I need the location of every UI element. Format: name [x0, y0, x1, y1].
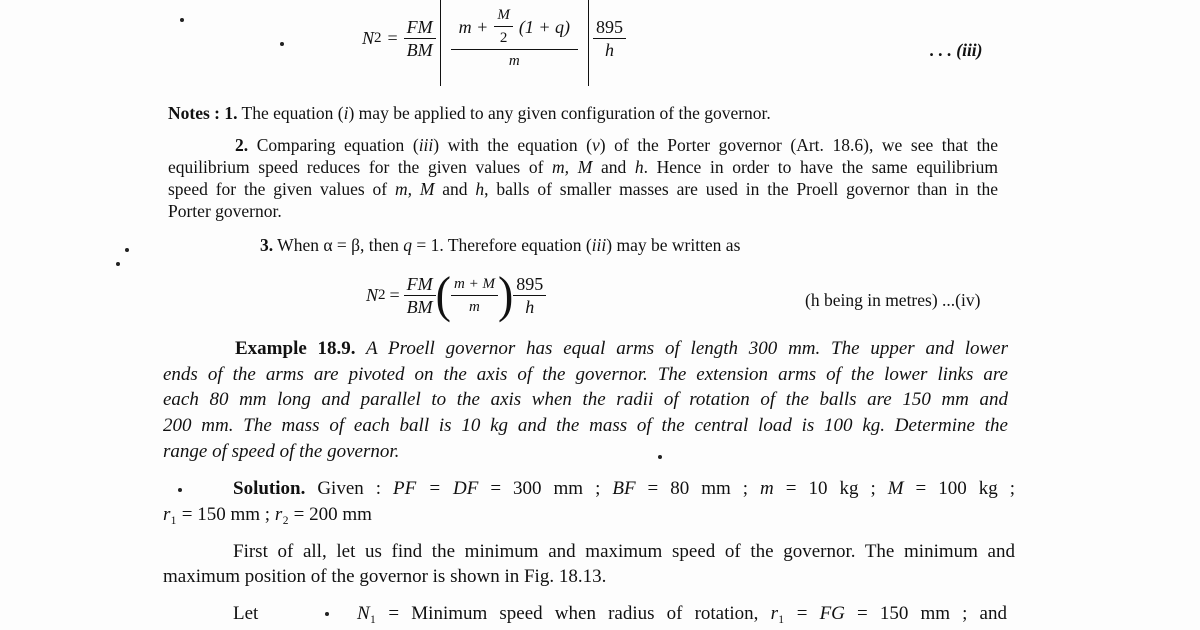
inner-term-q: (1 + q)	[518, 16, 570, 37]
text-segment: range of speed of the governor.	[163, 441, 400, 462]
eq4-fraction-895-h	[513, 273, 546, 318]
text-segment: ₁ =	[777, 603, 820, 624]
text-segment: ) of the Porter governor (Art. 18.6), we see that the	[599, 135, 998, 155]
text-segment: speed for the given values of	[168, 179, 395, 199]
denominator: BM	[406, 39, 433, 60]
eq3-fraction-fm-bm	[404, 16, 436, 61]
text-segment: Comparing equation (	[248, 135, 419, 155]
text-line	[163, 415, 1008, 437]
eq3-sup: 2	[374, 29, 382, 46]
text-segment: When α = β, then	[273, 235, 404, 255]
scan-speck	[178, 488, 182, 492]
denominator: m	[508, 53, 520, 69]
denominator: 2	[499, 30, 508, 46]
numerator: 895	[513, 273, 546, 296]
denominator: h	[604, 39, 614, 60]
eq4-label: (h being in metres) ...(iv)	[805, 290, 981, 310]
text-line	[163, 566, 606, 588]
scan-speck	[280, 42, 284, 46]
text-segment: v	[592, 135, 600, 155]
text-segment: . Hence in order to have the same equilibrium	[643, 157, 998, 177]
text-line	[163, 364, 1008, 386]
text-segment: r	[770, 603, 778, 624]
denominator: BM	[406, 296, 433, 317]
inner-term: m +	[458, 16, 489, 37]
text-segment: m, M	[552, 157, 593, 177]
eq4-fraction-fm-bm	[404, 273, 436, 318]
text-line	[168, 157, 998, 178]
scan-speck	[116, 262, 120, 266]
scan-speck	[125, 248, 129, 252]
numerator: FM	[404, 16, 436, 39]
text-segment: r	[163, 504, 171, 525]
text-line	[168, 103, 771, 124]
numerator: 895	[593, 16, 626, 39]
text-line	[357, 603, 1007, 625]
text-line	[235, 338, 1008, 360]
eq4-sup: 2	[378, 286, 386, 303]
text-segment: ) may be written as	[606, 235, 741, 255]
eq3-lhs: N	[362, 27, 375, 48]
text-line	[260, 235, 740, 256]
text-segment: 2.	[235, 135, 249, 155]
eq4-lhs: N	[366, 284, 379, 305]
right-paren: )	[497, 266, 514, 323]
text-segment: Given :	[305, 478, 394, 499]
text-segment: A Proell governor has equal arms of length 300 mm. The upper and lower	[355, 338, 1008, 359]
m-over-2	[494, 4, 513, 49]
eq3-inner-fraction	[451, 4, 578, 72]
text-line	[235, 135, 998, 156]
text-line	[168, 179, 998, 200]
equation-iv	[366, 266, 546, 323]
left-paren: (	[435, 266, 451, 323]
text-segment: and	[592, 157, 635, 177]
text-segment: , balls of smaller masses are used in the Proell governor than in the	[484, 179, 998, 199]
denominator: h	[525, 296, 535, 317]
text-segment: 200 mm. The mass of each ball is 10 kg and the mass of the central load is 100 kg. Determine the	[163, 415, 1008, 436]
text-segment: ₂ = 200 mm	[282, 504, 372, 525]
text-segment: = 80 mm ;	[635, 478, 761, 499]
text-segment: FG	[819, 603, 845, 624]
eq3-fraction-895-h	[593, 16, 626, 61]
text-segment: h	[634, 157, 644, 177]
equation-iii	[362, 0, 626, 86]
text-segment: = 100 kg ;	[903, 478, 1015, 499]
text-line	[233, 603, 258, 625]
text-segment: = 10 kg ;	[773, 478, 888, 499]
text-segment: ) may be applied to any given configuration of the governor.	[348, 103, 771, 123]
text-segment: iii	[418, 135, 434, 155]
eq3-bracket	[440, 0, 589, 86]
text-segment: Example 18.9.	[235, 338, 356, 359]
text-segment: BF	[612, 478, 636, 499]
text-segment: q	[403, 235, 413, 255]
text-line	[163, 389, 1008, 411]
text-segment: N	[357, 603, 370, 624]
numerator: FM	[404, 273, 436, 296]
text-segment: ₁ = 150 mm ;	[170, 504, 275, 525]
text-line	[163, 441, 399, 463]
text-segment: = 300 mm ;	[478, 478, 613, 499]
text-segment: h	[475, 179, 485, 199]
numerator: M	[494, 4, 513, 27]
text-segment: ₁ = Minimum speed when radius of rotation,	[369, 603, 771, 624]
text-line	[233, 478, 1015, 500]
text-segment: each 80 mm long and parallel to the axis when the radii of rotation of the balls are 150 mm and	[163, 389, 1008, 410]
scan-speck	[325, 612, 329, 616]
text-segment: ) with the equation (	[433, 135, 592, 155]
text-line	[163, 504, 372, 526]
text-segment: iii	[591, 235, 607, 255]
text-segment: = 1. Therefore equation (	[412, 235, 592, 255]
numerator	[451, 4, 578, 50]
text-line	[233, 541, 1015, 563]
eq4-inner-fraction	[451, 273, 498, 318]
text-segment: Let	[233, 603, 259, 624]
text-segment: PF = DF	[393, 478, 479, 499]
text-segment: The equation (	[237, 103, 344, 123]
text-segment: = 150 mm ; and	[844, 603, 1007, 624]
text-segment: m	[760, 478, 774, 499]
text-segment: equilibrium speed reduces for the given values of	[168, 157, 553, 177]
eq4-equals: =	[389, 284, 400, 305]
text-segment: and	[434, 179, 476, 199]
scan-speck	[180, 18, 184, 22]
text-segment: M	[887, 478, 904, 499]
text-segment: i	[343, 103, 349, 123]
text-segment: Notes : 1.	[168, 103, 238, 123]
text-segment: 3.	[260, 235, 274, 255]
text-segment: Porter governor.	[168, 201, 282, 221]
eq3-equals: =	[387, 27, 398, 48]
text-segment: ends of the arms are pivoted on the axis of the governor. The extension arms of the lower links are	[163, 364, 1008, 385]
text-segment: Solution.	[233, 478, 306, 499]
text-segment: m, M	[394, 179, 435, 199]
eq3-label: . . . (iii)	[930, 40, 983, 60]
numerator: m + M	[451, 273, 498, 296]
text-segment: r	[274, 504, 283, 525]
text-segment: maximum position of the governor is shown in Fig. 18.13.	[163, 566, 607, 587]
denominator: m	[469, 298, 480, 315]
scan-speck	[658, 455, 662, 459]
text-segment: First of all, let us find the minimum and maximum speed of the governor. The minimum and	[233, 541, 1015, 562]
text-line	[168, 201, 282, 222]
